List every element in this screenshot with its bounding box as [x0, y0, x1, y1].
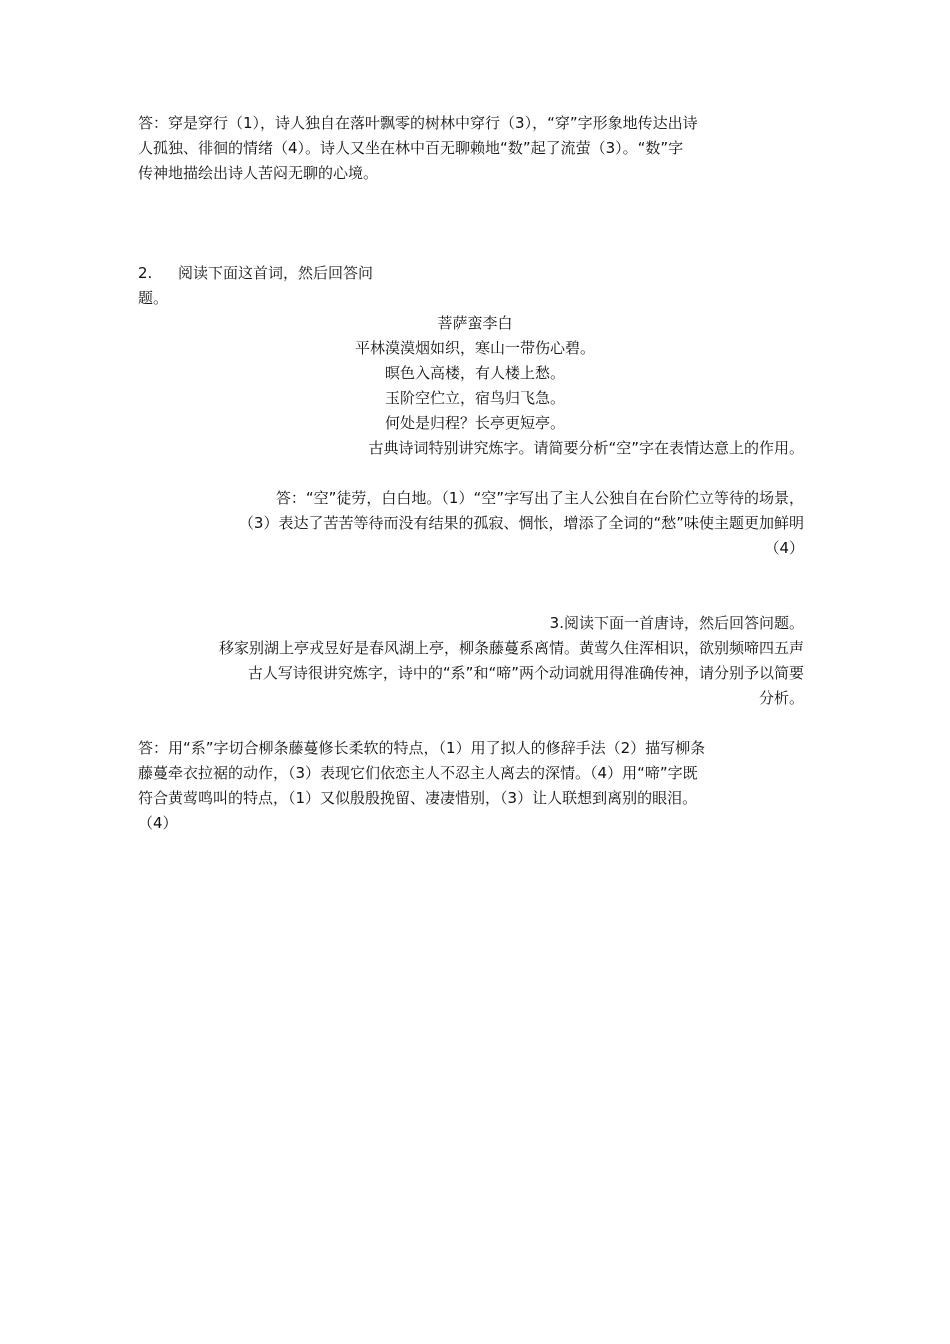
answer-1-line-2: 人孤独、徘徊的情绪（4）。诗人又坐在林中百无聊赖地“数”起了流萤（3）。“数”字	[138, 139, 684, 157]
answer-3-line-4: （4）	[138, 814, 178, 832]
question-2-line-2: 题。	[138, 289, 169, 307]
poem-2-line-4: 何处是归程？长亭更短亭。	[384, 414, 565, 432]
poem-2-title: 菩萨蛮李白	[437, 314, 513, 332]
poem-2-line-2: 暝色入高楼，有人楼上愁。	[384, 364, 565, 382]
question-3-line-2: 分析。	[758, 689, 804, 707]
answer-3-line-1: 答：用“系”字切合柳条藤蔓修长柔软的特点，（1）用了拟人的修辞手法（2）描写柳条	[138, 739, 706, 757]
poem-2-line-3: 玉阶空伫立，宿鸟归飞急。	[384, 389, 565, 407]
poem-3-line: 移家别湖上亭戎昱好是春风湖上亭，柳条藤蔓系离情。黄莺久住浑相识，欲别频啼四五声	[218, 639, 804, 657]
answer-1-line-1: 答：穿是穿行（1），诗人独自在落叶飘零的树林中穿行（3），“穿”字形象地传达出诗	[138, 114, 698, 132]
question-2-line-1: 阅读下面这首词，然后回答问	[178, 264, 374, 282]
answer-2-line-2: （3）表达了苦苦等待而没有结果的孤寂、惆怅，增添了全词的“愁”味使主题更加鲜明	[238, 514, 804, 532]
question-2-number: 2.	[138, 264, 153, 282]
answer-2-line-3: （4）	[764, 539, 804, 557]
question-2-prompt: 古典诗词特别讲究炼字。请简要分析“空”字在表情达意上的作用。	[368, 439, 804, 457]
answer-1-line-3: 传神地描绘出诗人苦闷无聊的心境。	[138, 164, 379, 182]
answer-3-line-2: 藤蔓牵衣拉裾的动作，（3）表现它们依恋主人不忍主人离去的深情。（4）用“啼”字既	[138, 764, 698, 782]
answer-2-line-1: 答：“空”徒劳，白白地。（1）“空”字写出了主人公独自在台阶伫立等待的场景，	[275, 489, 804, 507]
answer-3-line-3: 符合黄莺鸣叫的特点，（1）又似殷殷挽留、凄凄惜别，（3）让人联想到离别的眼泪。	[138, 789, 698, 807]
question-3-heading: 3.阅读下面一首唐诗，然后回答问题。	[549, 614, 804, 632]
poem-2-line-1: 平林漠漠烟如织，寒山一带伤心碧。	[354, 339, 595, 357]
question-3-line-1: 古人写诗很讲究炼字，诗中的“系”和“啼”两个动词就用得准确传神，请分别予以简要	[247, 664, 804, 682]
